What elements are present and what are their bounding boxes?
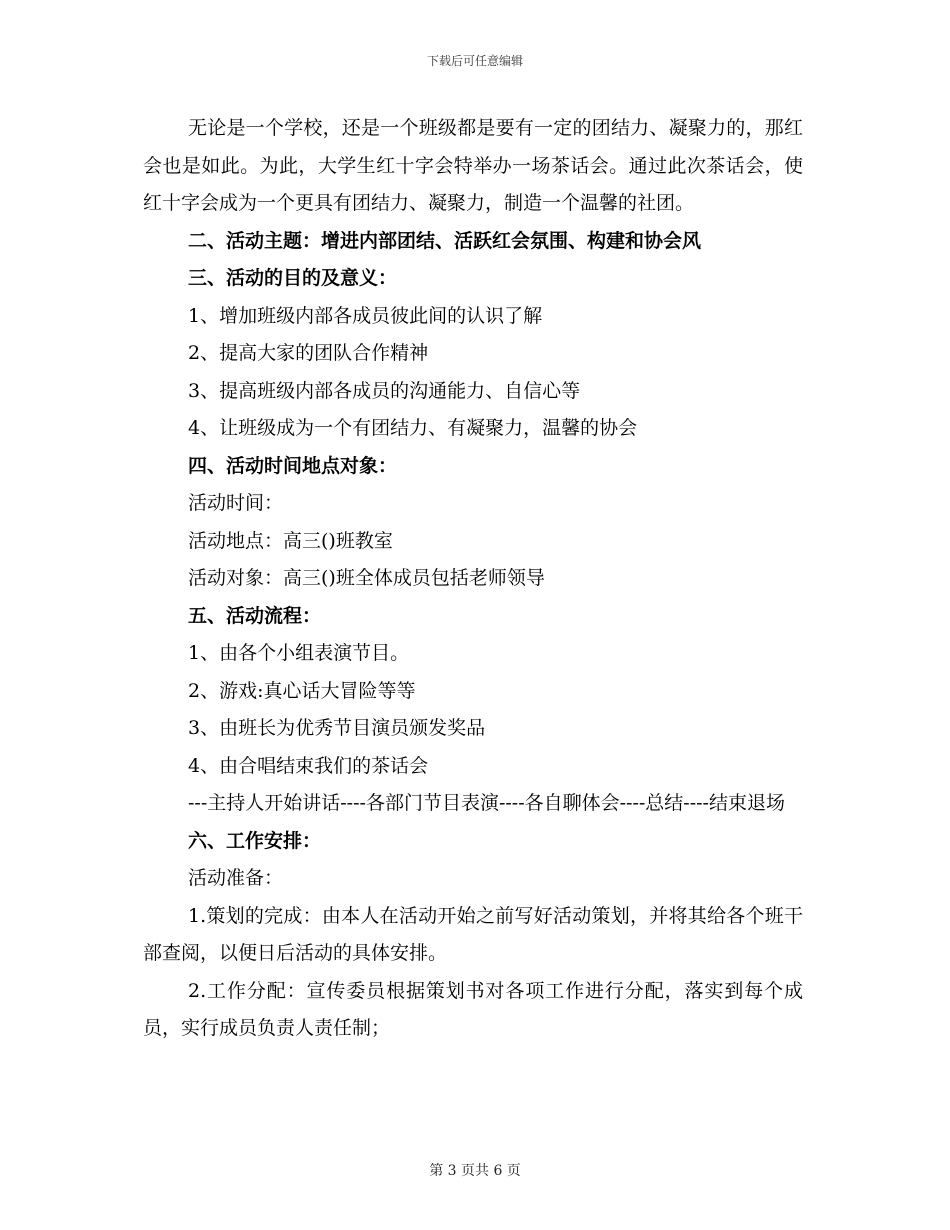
list-item: 3、由班长为优秀节目演员颁发奖品 [188,717,486,739]
section-heading-purpose: 三、活动的目的及意义： [188,267,398,289]
list-item: 3、提高班级内部各成员的沟通能力、自信心等 [188,379,581,402]
document-body [143,110,803,1048]
preparation-item: 2.工作分配：宣传委员根据策划书对各项工作进行分配，落实到每个成员，实行成员负责人责任制； [143,979,803,1039]
section-heading-process: 五、活动流程： [188,604,322,627]
list-item: 4、由合唱结束我们的茶话会 [188,754,429,777]
activity-place: 活动地点：高三()班教室 [188,529,393,552]
list-item: 1、由各个小组表演节目。 [188,642,410,664]
section-heading-arrangement: 六、工作安排： [188,829,322,852]
list-item: 2、提高大家的团队合作精神 [188,342,429,364]
process-flow-paragraph: ---主持人开始讲话----各部门节目表演----各自聊体会----总结----结束退场 [188,792,785,814]
page-footer: 第 3 页共 6 页 [429,1163,521,1179]
section-heading-theme: 二、活动主题：增进内部团结、活跃红会氛围、构建和协会风 [188,229,702,252]
preparation-item: 1.策划的完成：由本人在活动开始之前写好活动策划，并将其给各个班干部查阅，以便日后活动的具体安排。 [143,904,803,964]
preparation-label: 活动准备： [188,867,284,889]
list-item: 1、增加班级内部各成员彼此间的认识了解 [188,304,543,327]
intro-paragraph: 无论是一个学校，还是一个班级都是要有一定的团结力、凝聚力的，那红会也是如此。为此，大学生红十字会特举办一场茶话会。通过此次茶话会，使红十字会成为一个更具有团结力、凝聚力，制造一个温馨的社团。 [143,117,803,214]
activity-audience: 活动对象：高三()班全体成员包括老师领导 [188,567,545,589]
section-heading-time-place: 四、活动时间地点对象： [188,454,398,477]
list-item: 4、让班级成为一个有团结力、有凝聚力，温馨的协会 [188,417,638,439]
activity-time: 活动时间： [188,492,284,514]
list-item: 2、游戏:真心话大冒险等等 [188,679,416,702]
page-header: 下载后可任意编辑 [426,54,523,68]
